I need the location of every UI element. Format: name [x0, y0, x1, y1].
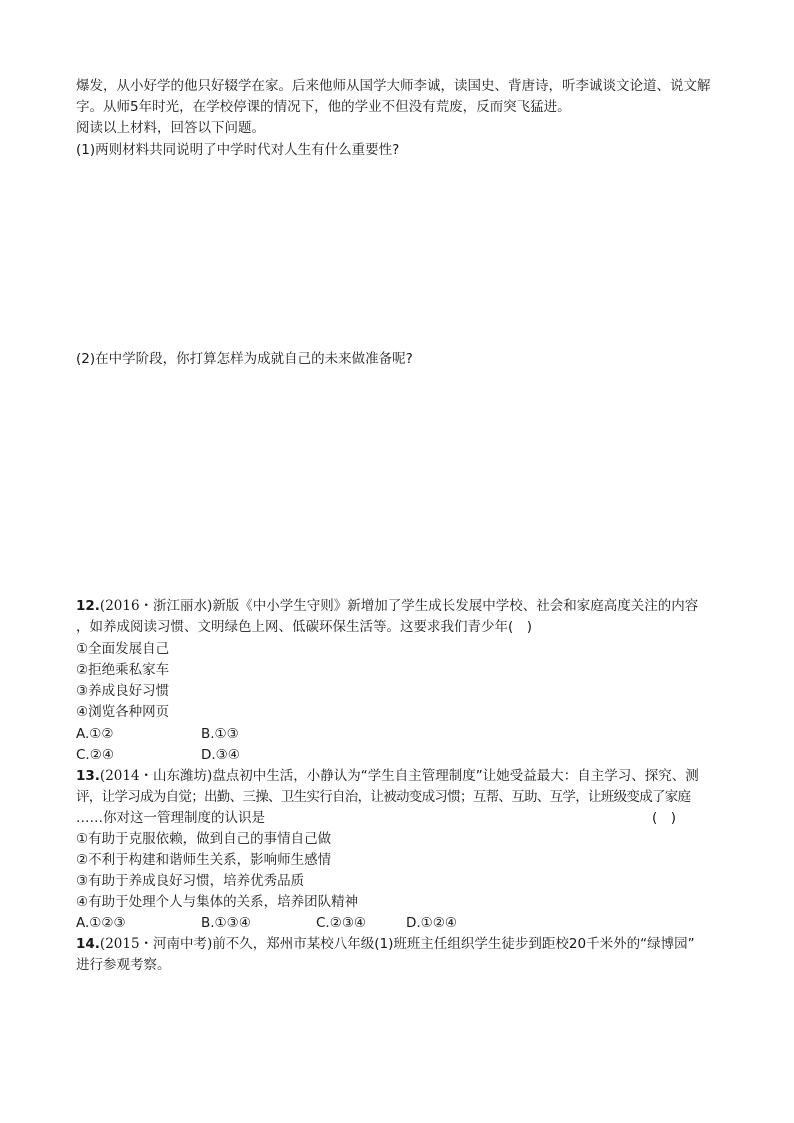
answer-option: D.①②④ — [406, 915, 457, 931]
question-13-stem — [76, 766, 720, 786]
passage-line: 字。从师5年时光，在学校停课的情况下，他的学业不但没有荒废，反而突飞猛进。 — [76, 99, 571, 115]
choice-item: ①有助于克服依赖，做到自己的事情自己做 — [76, 831, 332, 847]
answer-option: C.②④ — [76, 747, 114, 763]
passage-line: 爆发，从小好学的他只好辍学在家。后来他师从国学大师李诚，读国史、背唐诗，听李诚谈文论道、说文解 — [76, 78, 711, 94]
sub-question-2: (2)在中学阶段，你打算怎样为成就自己的未来做准备呢? — [76, 351, 413, 367]
choice-item: ④浏览各种网页 — [76, 704, 170, 720]
choice-item: ①全面发展自己 — [76, 641, 170, 657]
answer-blank: ( ) — [651, 810, 676, 826]
question-text: 盘点初中生活，小静认为“学生自主管理制度”让她受益最大：自主学习、探究、测 — [212, 768, 699, 784]
question-source: (2014・山东潍坊) — [99, 768, 213, 784]
choice-item: ④有助于处理个人与集体的关系，培养团队精神 — [76, 894, 359, 910]
answer-option: B.①③ — [201, 726, 239, 742]
answer-option: C.②③④ — [316, 915, 367, 931]
question-number: 13. — [76, 768, 100, 784]
question-source: (2016・浙江丽水) — [99, 598, 213, 614]
question-source: (2015・河南中考) — [99, 936, 213, 952]
choice-item: ②不利于构建和谐师生关系，影响师生感情 — [76, 852, 332, 868]
answer-option: D.③④ — [201, 747, 240, 763]
question-13-stem-cont: 评，让学习成为自觉；出勤、三操、卫生实行自治，让被动变成习惯；互帮、互助、互学，让班级变成了家庭 — [76, 789, 691, 805]
question-12-stem — [76, 596, 720, 616]
question-14-stem-cont: 进行参观考察。 — [76, 957, 171, 973]
answer-option: A.①②③ — [76, 915, 126, 931]
question-number: 14. — [76, 936, 100, 952]
answer-option: A.①② — [76, 726, 114, 742]
question-text: 前不久，郑州市某校八年级(1)班班主任组织学生徒步到距校20千米外的“绿博园” — [212, 936, 695, 952]
question-text: ……你对这一管理制度的认识是 — [76, 810, 265, 826]
answer-option: B.①③④ — [201, 915, 251, 931]
question-14-stem — [76, 934, 720, 954]
instruction-text: 阅读以上材料，回答以下问题。 — [76, 120, 265, 136]
question-12-stem-cont: ，如养成阅读习惯、文明绿色上网、低碳环保生活等。这要求我们青少年( ) — [76, 619, 533, 635]
choice-item: ③有助于养成良好习惯，培养优秀品质 — [76, 873, 305, 889]
sub-question-1: (1)两则材料共同说明了中学时代对人生有什么重要性? — [76, 142, 400, 158]
question-number: 12. — [76, 598, 100, 614]
choice-item: ②拒绝乘私家车 — [76, 662, 170, 678]
question-text: 新版《中小学生守则》新增加了学生成长发展中学校、社会和家庭高度关注的内容 — [212, 598, 699, 614]
question-13-stem-cont — [76, 808, 720, 828]
choice-item: ③养成良好习惯 — [76, 683, 170, 699]
